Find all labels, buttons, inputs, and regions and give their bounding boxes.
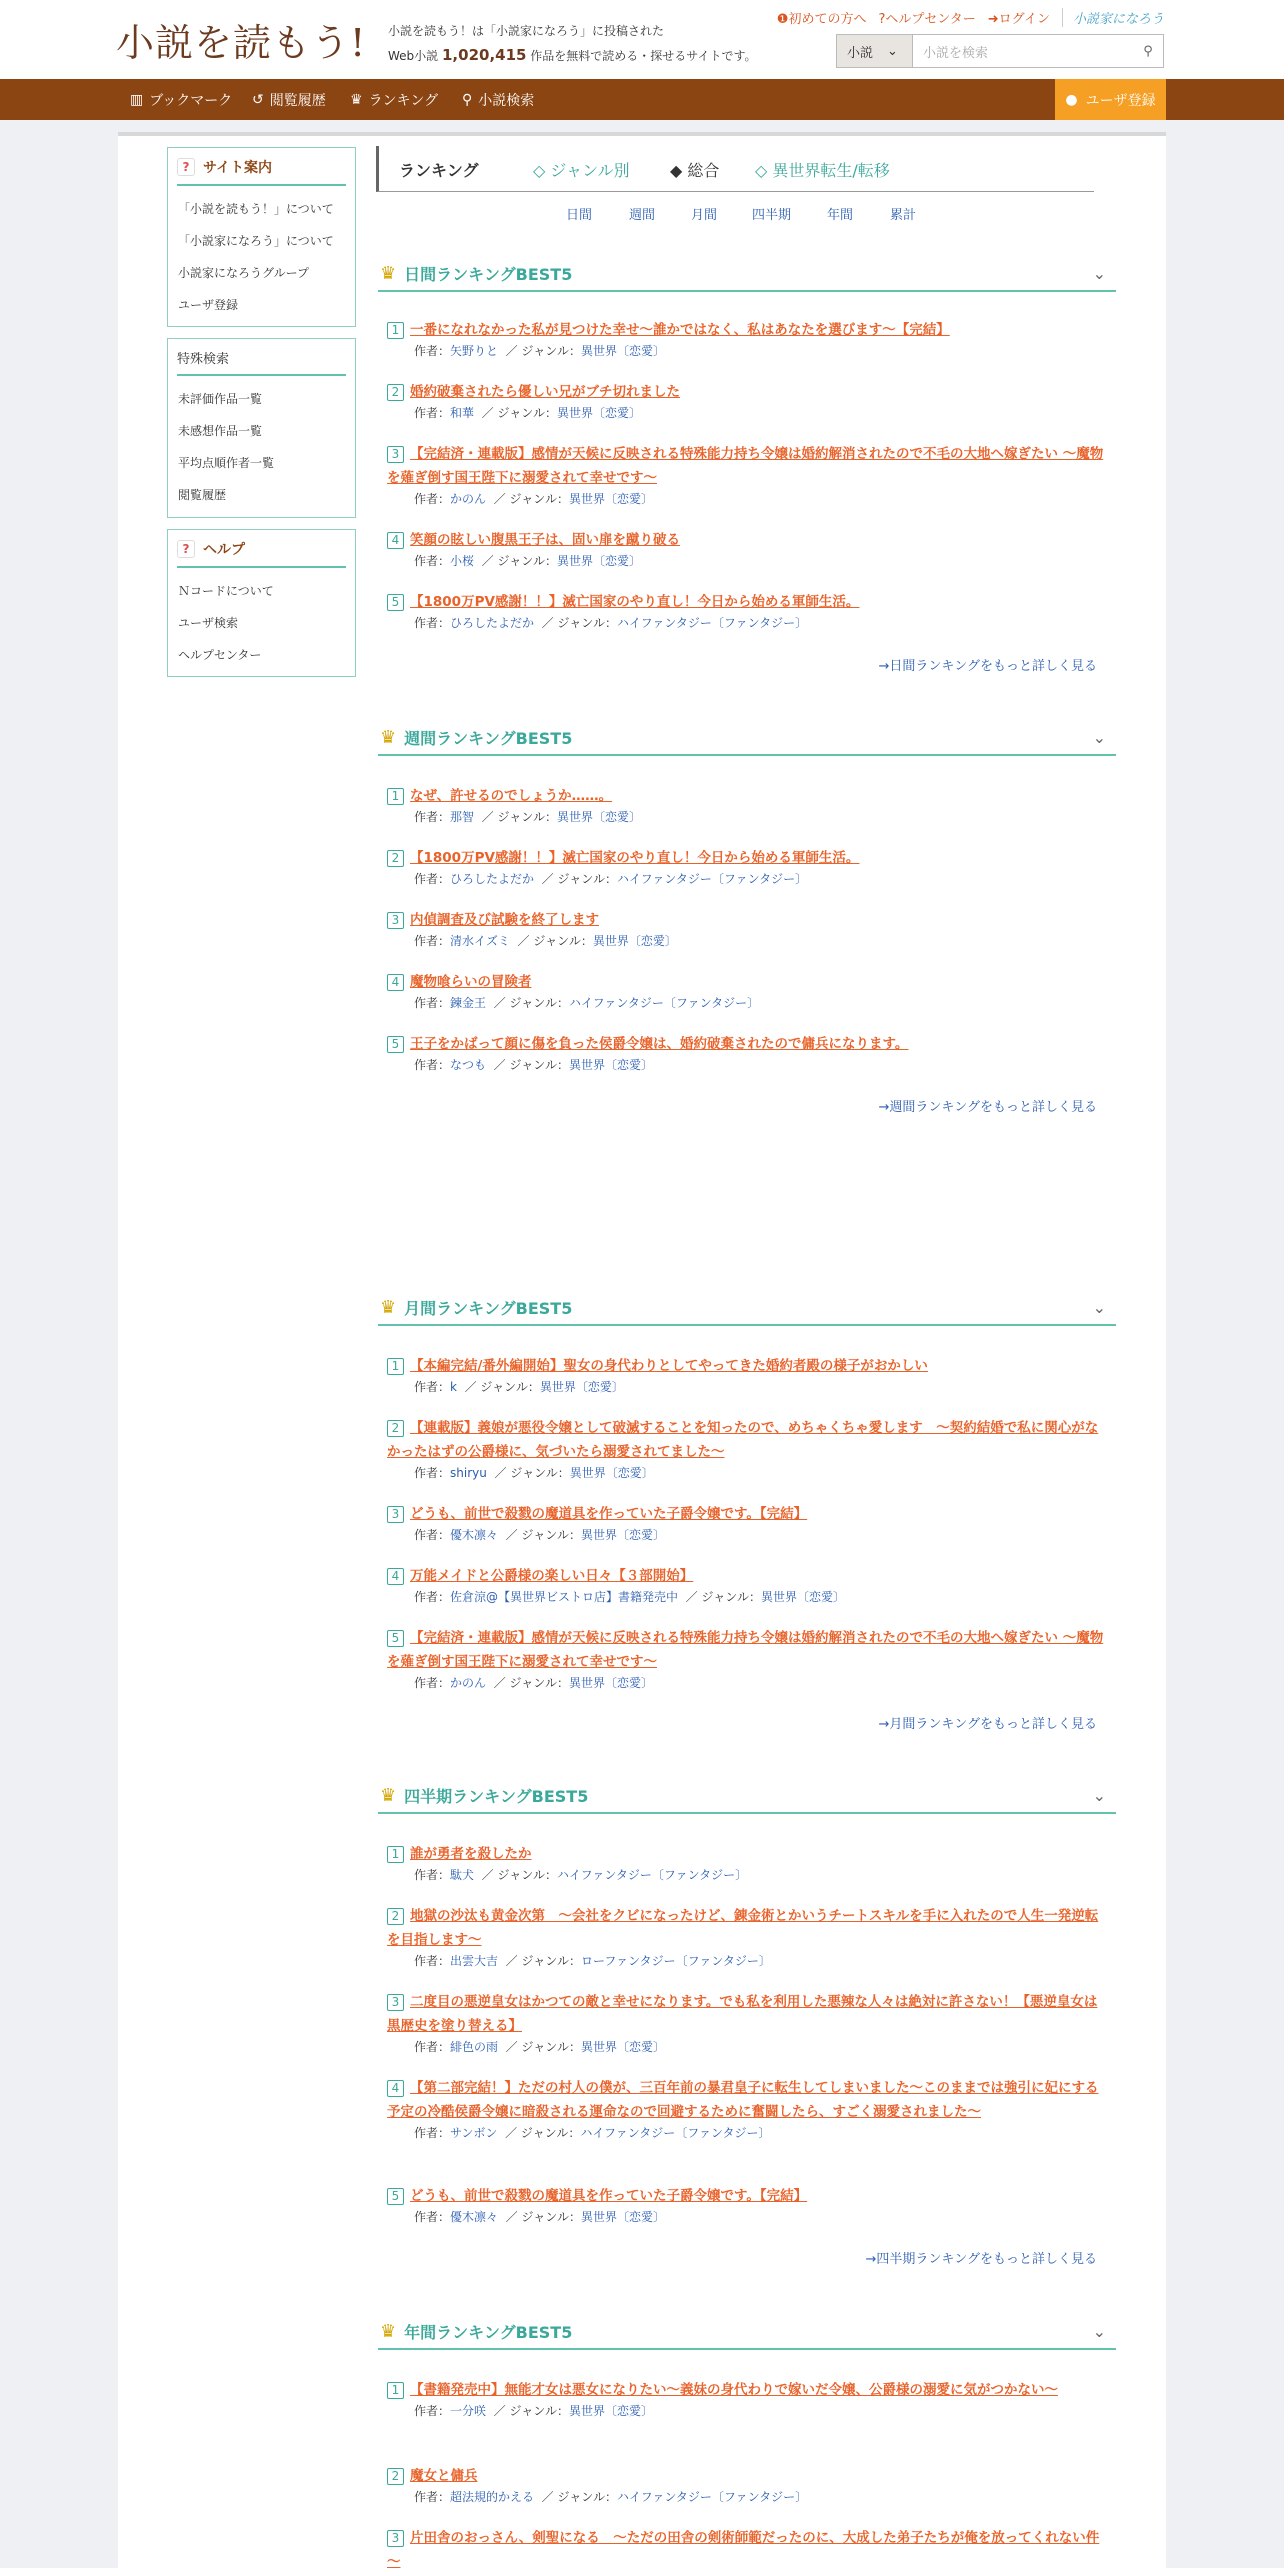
rank-badge: 3 [387,1994,404,2011]
help-center-link[interactable]: ?ヘルプセンター [878,12,976,27]
tab-overall[interactable]: ◆ 総合 [670,161,720,180]
ranking-entry [387,318,1107,360]
author-link[interactable]: k [450,1380,457,1394]
ranking-entry [387,1626,1107,1692]
rank-badge: 5 [387,594,404,611]
ranking-entry [387,2076,1107,2142]
genre-link[interactable]: 異世界〔恋愛〕 [592,934,677,948]
author-link[interactable]: 矢野りと [450,344,499,358]
rank-badge: 5 [387,1036,404,1053]
ranking-tabbar [376,146,1094,192]
sidebar-item-user-search[interactable]: ユーザ検索 [178,615,239,630]
genre-link[interactable]: 異世界〔恋愛〕 [580,1528,665,1542]
genre-link[interactable]: ローファンタジー〔ファンタジー〕 [580,1954,771,1968]
section-head-monthly[interactable]: ♛ 月間ランキングBEST5 ⌄ [378,1290,1116,1326]
ranking-entry [387,590,1107,632]
top-links [777,8,1164,27]
novel-title-link[interactable]: 1 一番になれなかった私が見つけた幸せ〜誰かではなく、私はあなたを選びます〜【完結】 [387,318,1107,342]
crown-icon: ♛ [380,262,397,284]
search-box [836,34,1164,68]
entry-meta: 作者：優木凛々 ／ ジャンル：異世界〔恋愛〕 [414,1528,665,1542]
rank-badge: 2 [387,1420,404,1437]
author-link[interactable]: かのん [450,492,487,506]
ranking-entry [387,2464,1107,2506]
novel-title-link[interactable]: 5 どうも、前世で殺戮の魔道具を作っていた子爵令嬢です。【完結】 [387,2184,1107,2208]
ranking-entry [387,1502,1107,1544]
entry-meta: 作者：かのん ／ ジャンル：異世界〔恋愛〕 [414,1676,653,1690]
author-link[interactable]: かのん [450,1676,487,1690]
novel-count: 1,020,415 [442,46,527,64]
info-icon: ❶ [776,12,789,27]
entry-meta: 作者：一分咲 ／ ジャンル：異世界〔恋愛〕 [414,2404,653,2418]
site-count-line [388,46,757,64]
sidebar-item-register[interactable]: ユーザ登録 [178,297,239,312]
entry-meta: 作者：ひろしたよだか ／ ジャンル：ハイファンタジー〔ファンタジー〕 [414,872,808,886]
novel-title-link[interactable]: 3 【完結済・連載版】感情が天候に反映される特殊能力持ち令嬢は婚約解消されたので不毛の大地へ嫁ぎたい ～魔物を薙ぎ倒す国王陛下に溺愛されて幸せです～ [387,446,1104,486]
novel-title-link[interactable]: 2 地獄の沙汰も黄金次第 ～会社をクビになったけど、錬金術とかいうチートスキルを手に入れたので人生一発逆転を目指します～ [387,1908,1099,1948]
search-icon: ⚲ [462,91,473,108]
sidebar-help-title: ? ヘルプ [177,539,346,568]
section-head-yearly[interactable]: ♛ 年間ランキングBEST5 ⌄ [378,2314,1116,2350]
period-weekly[interactable]: 週間 [629,208,656,223]
sidebar-item-help-center[interactable]: ヘルプセンター [178,647,262,662]
ranking-entry [387,2526,1107,2568]
author-link[interactable]: 出雲大吉 [450,1954,499,1968]
site-tagline: 小説を読もう！は「小説家になろう」に投稿された [388,24,665,38]
author-link[interactable]: 小桜 [450,554,475,568]
period-daily[interactable]: 日間 [566,208,593,223]
genre-link[interactable]: 異世界〔恋愛〕 [568,1058,653,1072]
ranking-entry [387,2184,1107,2226]
crown-icon: ♛ [380,1296,397,1318]
crown-icon: ♛ [380,1784,397,1806]
chevron-down-icon[interactable]: ⌄ [1092,2322,1106,2341]
user-icon: ● [1065,91,1078,108]
entry-meta: 作者：駄犬 ／ ジャンル：ハイファンタジー〔ファンタジー〕 [414,1868,748,1882]
entry-meta: 作者：和華 ／ ジャンル：異世界〔恋愛〕 [414,406,641,420]
genre-link[interactable]: 異世界〔恋愛〕 [580,2210,665,2224]
ranking-entry [387,784,1107,826]
user-register-button[interactable]: ● ユーザ登録 [1055,79,1166,120]
rank-badge: 2 [387,1908,404,1925]
novel-title-link[interactable]: 2 魔女と傭兵 [387,2464,1107,2488]
ranking-entry [387,846,1107,888]
novel-title-link[interactable]: 3 二度目の悪逆皇女はかつての敵と幸せになります。でも私を利用した悪辣な人々は絶対に許さない！【悪逆皇女は黒歴史を塗り替える】 [387,1994,1098,2034]
sister-site-logo[interactable]: 小説家になろう [1062,8,1164,27]
crown-icon: ♛ [380,2320,397,2342]
sidebar-special-search [167,338,356,518]
sidebar-item-ncode[interactable]: Ｎコードについて [178,583,274,598]
ranking-entry [387,380,1107,422]
author-link[interactable]: 優木凛々 [450,2210,499,2224]
question-icon: ? [177,540,195,558]
crown-icon: ♛ [350,91,363,108]
nav-ranking[interactable]: ♛ ランキング [350,91,439,109]
rank-badge: 1 [387,322,404,339]
genre-link[interactable]: ハイファンタジー〔ファンタジー〕 [556,1868,748,1882]
author-link[interactable]: 那智 [450,810,475,824]
more-daily-link[interactable]: →日間ランキングをもっと詳しく見る [878,659,1097,674]
rank-badge: 5 [387,2188,404,2205]
ranking-entry [387,970,1107,1012]
rank-badge: 1 [387,1358,404,1375]
author-link[interactable]: 一分咲 [450,2404,487,2418]
novel-title-link[interactable]: 5 【完結済・連載版】感情が天候に反映される特殊能力持ち令嬢は婚約解消されたので不毛の大地へ嫁ぎたい ～魔物を薙ぎ倒す国王陛下に溺愛されて幸せです～ [387,1630,1104,1670]
novel-title-link[interactable]: 2 【連載版】義娘が悪役令嬢として破滅することを知ったので、めちゃくちゃ愛します ～契約結婚で私に関心がなかったはずの公爵様に、気づいたら溺愛されてました～ [387,1420,1099,1460]
author-link[interactable]: 佐倉涼@【異世界ビストロ店】書籍発売中 [450,1590,679,1604]
rank-badge: 2 [387,2468,404,2485]
rank-badge: 2 [387,850,404,867]
novel-title-link[interactable]: 5 【1800万PV感謝！！】滅亡国家のやり直し！今日から始める軍師生活。 [387,590,1107,614]
crown-icon: ♛ [380,726,397,748]
sidebar-guide-list [168,192,355,320]
genre-link[interactable]: 異世界〔恋愛〕 [580,344,665,358]
genre-link[interactable]: 異世界〔恋愛〕 [580,2040,665,2054]
novel-title-link[interactable]: 4 万能メイドと公爵様の楽しい日々【３部開始】 [387,1564,1107,1588]
author-link[interactable]: 優木凛々 [450,1528,499,1542]
entry-meta: 作者：小桜 ／ ジャンル：異世界〔恋愛〕 [414,554,641,568]
ranking-entry [387,1904,1107,1970]
entry-meta: 作者：優木凛々 ／ ジャンル：異世界〔恋愛〕 [414,2210,665,2224]
novel-title-link[interactable]: 4 【第二部完結！】ただの村人の僕が、三百年前の暴君皇子に転生してしまいました～このままでは強引に妃にする予定の冷酷侯爵令嬢に暗殺される運命なので回避するために奮闘したら、すごく溺愛されました～ [387,2080,1099,2120]
novel-title-link[interactable]: 3 片田舎のおっさん、剣聖になる ～ただの田舎の剣術師範だったのに、大成した弟子たちが俺を放ってくれない件～ [387,2530,1100,2568]
genre-link[interactable]: ハイファンタジー〔ファンタジー〕 [616,2490,808,2504]
tab-genre[interactable]: ◇ ジャンル別 [533,161,630,180]
genre-link[interactable]: 異世界〔恋愛〕 [569,1466,654,1480]
section-head-weekly[interactable]: ♛ 週間ランキングBEST5 ⌄ [378,720,1116,756]
beginner-link[interactable]: ❶初めての方へ [776,12,867,27]
novel-title-link[interactable]: 4 魔物喰らいの冒険者 [387,970,1107,994]
genre-link[interactable]: 異世界〔恋愛〕 [568,1676,653,1690]
sidebar-help [167,529,356,677]
rank-badge: 4 [387,1568,404,1585]
genre-link[interactable]: ハイファンタジー〔ファンタジー〕 [568,996,760,1010]
genre-link[interactable]: 異世界〔恋愛〕 [568,492,653,506]
novel-title-link[interactable]: 1 なぜ、許せるのでしょうか……。 [387,784,1107,808]
ranking-entry [387,1990,1107,2056]
genre-link[interactable]: 異世界〔恋愛〕 [568,2404,653,2418]
author-link[interactable]: 緋色の雨 [450,2040,499,2054]
author-link[interactable]: 駄犬 [450,1868,475,1882]
period-yearly[interactable]: 年間 [827,208,854,223]
site-header [0,0,1284,79]
author-link[interactable]: 鍊金王 [450,996,487,1010]
author-link[interactable]: サンボン [450,2126,498,2140]
nav-search[interactable]: ⚲ 小説検索 [462,91,535,109]
entry-meta: 作者：shiryu ／ ジャンル：異世界〔恋愛〕 [414,1466,654,1480]
sidebar-guide-title: ? サイト案内 [177,157,346,186]
login-link[interactable]: ➜ログイン [987,12,1050,27]
search-type-select[interactable]: 小説 ⌄ [837,35,913,67]
nav-history[interactable]: ↺ 閲覧履歴 [252,91,326,109]
sidebar-item-no-review[interactable]: 未感想作品一覧 [178,423,263,438]
ranking-title: ランキング [399,161,479,180]
entry-meta: 作者：出雲大吉 ／ ジャンル：ローファンタジー〔ファンタジー〕 [414,1954,771,1968]
section-head-daily[interactable]: ♛ 日間ランキングBEST5 ⌄ [378,256,1116,292]
novel-title-link[interactable]: 3 どうも、前世で殺戮の魔道具を作っていた子爵令嬢です。【完結】 [387,1502,1107,1526]
section-head-quarterly[interactable]: ♛ 四半期ランキングBEST5 ⌄ [378,1778,1116,1814]
site-logo[interactable]: 小説を読もう! [116,21,367,65]
ranking-entry [387,1032,1107,1074]
search-input[interactable]: 小説を検索 [923,45,989,61]
rank-badge: 4 [387,532,404,549]
rank-badge: 3 [387,912,404,929]
tab-isekai[interactable]: ◇ 異世界転生/転移 [755,161,890,180]
ranking-entry [387,1842,1107,1884]
entry-meta: 作者：超法規的かえる ／ ジャンル：ハイファンタジー〔ファンタジー〕 [414,2490,808,2504]
more-monthly-link[interactable]: →月間ランキングをもっと詳しく見る [878,1717,1097,1732]
rank-badge: 1 [387,2382,404,2399]
chevron-down-icon[interactable]: ⌄ [1092,264,1106,283]
rank-badge: 5 [387,1630,404,1647]
entry-meta: 作者：なつも ／ ジャンル：異世界〔恋愛〕 [414,1058,653,1072]
novel-title-link[interactable]: 1 【書籍発売中】無能才女は悪女になりたい～義妹の身代わりで嫁いだ令嬢、公爵様の溺愛に気がつかない～ [387,2378,1107,2402]
genre-link[interactable]: ハイファンタジー〔ファンタジー〕 [616,616,808,630]
chevron-down-icon[interactable]: ⌄ [1092,1786,1106,1805]
entry-meta: 作者：矢野りと ／ ジャンル：異世界〔恋愛〕 [414,344,665,358]
period-monthly[interactable]: 月間 [691,208,718,223]
genre-link[interactable]: 異世界〔恋愛〕 [556,810,641,824]
rank-badge: 1 [387,1846,404,1863]
author-link[interactable]: ひろしたよだか [450,616,535,630]
sidebar-item-about-yomou[interactable]: 「小説を読もう！」について [178,201,334,216]
novel-title-link[interactable]: 5 王子をかばって顔に傷を負った侯爵令嬢は、婚約破棄されたので傭兵になります。 [387,1032,1107,1056]
author-link[interactable]: 清水イズミ [450,934,510,948]
more-weekly-link[interactable]: →週間ランキングをもっと詳しく見る [878,1100,1097,1115]
novel-title-link[interactable]: 1 【本編完結/番外編開始】聖女の身代わりとしてやってきた婚約者殿の様子がおかしい [387,1354,1107,1378]
entry-meta: 作者：サンボン ／ ジャンル：ハイファンタジー〔ファンタジー〕 [414,2126,771,2140]
rank-badge: 3 [387,2530,404,2547]
sidebar-item-avg-authors[interactable]: 平均点順作者一覧 [178,455,275,470]
genre-link[interactable]: ハイファンタジー〔ファンタジー〕 [616,872,808,886]
entry-meta: 作者：k ／ ジャンル：異世界〔恋愛〕 [414,1380,624,1394]
sidebar-item-group[interactable]: 小説家になろうグループ [178,265,310,280]
count-prefix: Web小説 [388,49,439,63]
ranking-entry [387,1564,1107,1606]
author-link[interactable]: ひろしたよだか [450,872,535,886]
sidebar-special-title: 特殊検索 [177,348,346,376]
author-link[interactable]: 和華 [450,406,475,420]
period-quarterly[interactable]: 四半期 [752,208,792,223]
ranking-entry [387,1416,1107,1482]
chevron-down-icon[interactable]: ⌄ [1092,1298,1106,1317]
rank-badge: 1 [387,788,404,805]
sidebar-item-about-narou[interactable]: 「小説家になろう」について [178,233,334,248]
sidebar-item-unrated[interactable]: 未評価作品一覧 [178,391,263,406]
entry-meta: 作者：佐倉涼@【異世界ビストロ店】書籍発売中 ／ ジャンル：異世界〔恋愛〕 [414,1590,845,1604]
period-total[interactable]: 累計 [890,208,917,223]
search-icon: ⚲ [1143,43,1153,59]
more-quarterly-link[interactable]: →四半期ランキングをもっと詳しく見る [865,2252,1097,2267]
genre-link[interactable]: 異世界〔恋愛〕 [539,1380,624,1394]
login-icon: ➜ [987,12,999,27]
rank-badge: 2 [387,384,404,401]
author-link[interactable]: なつも [450,1058,487,1072]
bookmark-icon: ▥ [130,91,144,108]
rank-badge: 4 [387,2080,404,2097]
search-button[interactable] [1133,35,1163,67]
rank-badge: 3 [387,446,404,463]
history-icon: ↺ [252,91,264,108]
sidebar-special-list [168,382,355,510]
novel-title-link[interactable]: 2 婚約破棄されたら優しい兄がブチ切れました [387,380,1107,404]
entry-meta: 作者：清水イズミ ／ ジャンル：異世界〔恋愛〕 [414,934,677,948]
main-nav [0,79,1284,120]
ranking-entry [387,528,1107,570]
genre-link[interactable]: ハイファンタジー〔ファンタジー〕 [580,2126,771,2140]
question-icon: ? [177,158,195,176]
ranking-entry [387,1354,1107,1396]
rank-badge: 3 [387,1506,404,1523]
nav-bookmark[interactable]: ▥ ブックマーク [130,91,233,109]
ranking-entry [387,908,1107,950]
entry-meta: 作者：かのん ／ ジャンル：異世界〔恋愛〕 [414,492,653,506]
rank-badge: 4 [387,974,404,991]
count-suffix: 作品を無料で読める・探せるサイトです。 [530,49,757,63]
genre-link[interactable]: 異世界〔恋愛〕 [760,1590,845,1604]
sidebar-site-guide [167,147,356,327]
genre-link[interactable]: 異世界〔恋愛〕 [556,406,641,420]
ranking-entry [387,2378,1107,2420]
entry-meta: 作者：緋色の雨 ／ ジャンル：異世界〔恋愛〕 [414,2040,665,2054]
novel-title-link[interactable]: 4 笑顔の眩しい腹黒王子は、固い扉を蹴り破る [387,528,1107,552]
sidebar-item-history[interactable]: 閲覧履歴 [178,487,227,502]
author-link[interactable]: 超法規的かえる [450,2490,535,2504]
entry-meta: 作者：那智 ／ ジャンル：異世界〔恋愛〕 [414,810,641,824]
genre-link[interactable]: 異世界〔恋愛〕 [556,554,641,568]
ranking-entry [387,442,1107,508]
novel-title-link[interactable]: 3 内偵調査及び試験を終了します [387,908,1107,932]
chevron-down-icon: ⌄ [887,43,898,59]
author-link[interactable]: shiryu [450,1466,487,1480]
chevron-down-icon[interactable]: ⌄ [1092,728,1106,747]
entry-meta: 作者：鍊金王 ／ ジャンル：ハイファンタジー〔ファンタジー〕 [414,996,760,1010]
sidebar-help-list [168,574,355,670]
novel-title-link[interactable]: 1 誰が勇者を殺したか [387,1842,1107,1866]
novel-title-link[interactable]: 2 【1800万PV感謝！！】滅亡国家のやり直し！今日から始める軍師生活。 [387,846,1107,870]
entry-meta: 作者：ひろしたよだか ／ ジャンル：ハイファンタジー〔ファンタジー〕 [414,616,808,630]
question-icon: ? [878,12,886,27]
